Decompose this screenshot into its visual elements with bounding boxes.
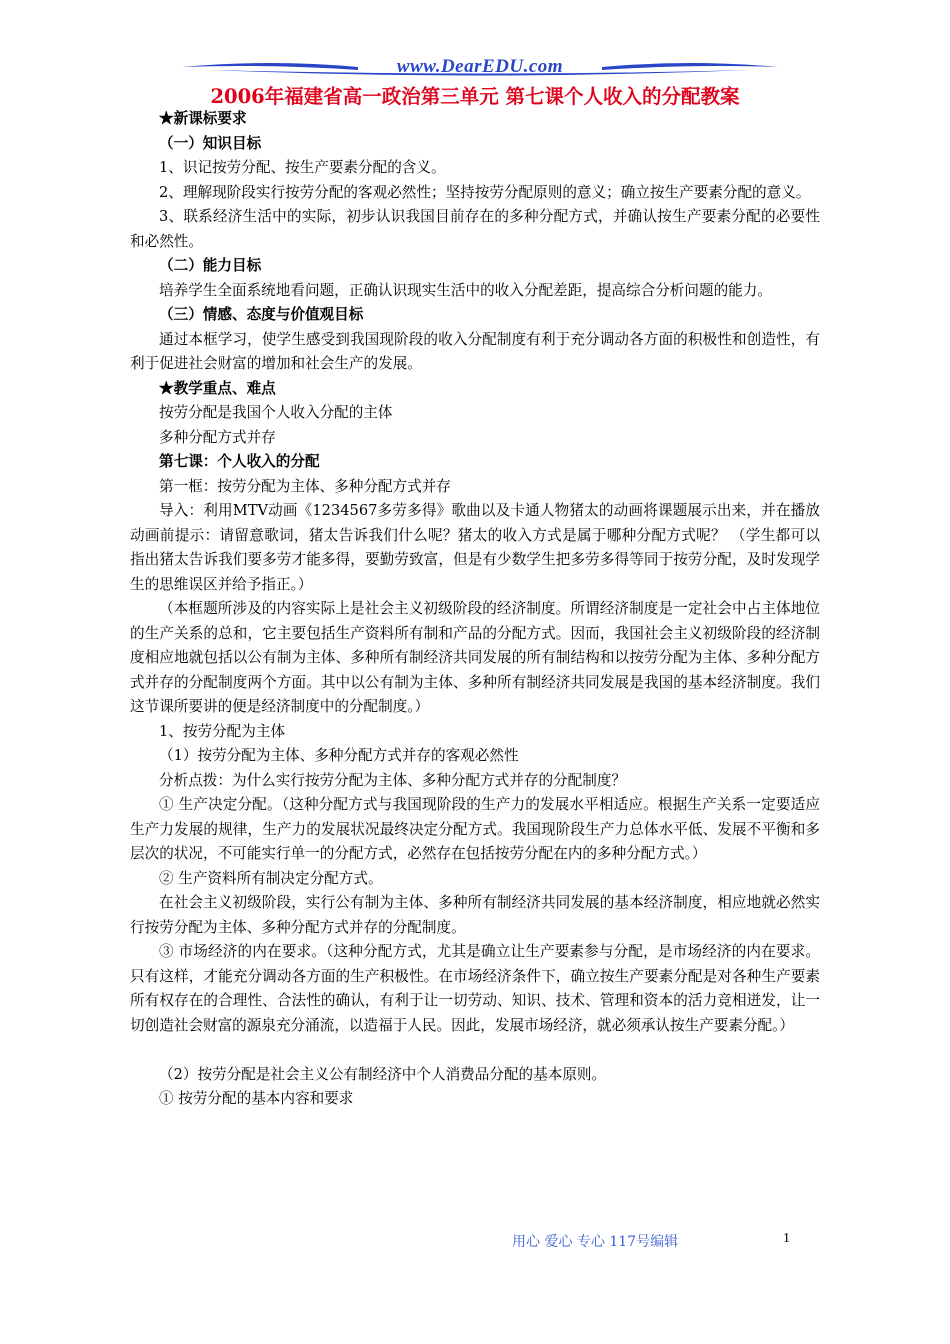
section-heading: ★教学重点、难点 [159, 379, 276, 397]
blank-line [130, 1038, 820, 1063]
paragraph: ① 生产决定分配。（这种分配方式与我国现阶段的生产力的发展水平相适应。根据生产关系一定要适应生产力发展的规律，生产力的发展状况最终决定分配方式。我国现阶段生产力总体水平低、发展不平衡和多层次的状况，不可能实行单一的分配方式，必然存在包括按劳分配在内的多种分配方式。） [130, 796, 820, 862]
paragraph: 多种分配方式并存 [159, 428, 276, 446]
paragraph: 按劳分配是我国个人收入分配的主体 [159, 404, 393, 421]
paragraph: 1、按劳分配为主体 [159, 722, 286, 740]
paragraph: （本框题所涉及的内容实际上是社会主义初级阶段的经济制度。所谓经济制度是一定社会中占主体地位的生产关系的总和，它主要包括生产资料所有制和产品的分配方式。因而，我国社会主义初级阶段的经济制度相应地就包括以公有制为主体、多种所有制经济共同发展的所有制结构和以按劳分配为主体、多种分配方式并存的分配制度两个方面。其中以公有制为主体、多种所有制经济共同发展是我国的基本经济制度。我们这节课所要讲的便是经济制度中的分配制度。） [130, 600, 820, 715]
section-heading: ★新课标要求 [159, 110, 247, 127]
paragraph: 培养学生全面系统地看问题，正确认识现实生活中的收入分配差距，提高综合分析问题的能力。 [159, 281, 772, 299]
paragraph: 通过本框学习，使学生感受到我国现阶段的收入分配制度有利于充分调动各方面的积极性和创造性，有利于促进社会财富的增加和社会生产的发展。 [130, 330, 820, 372]
paragraph: ② 生产资料所有制决定分配方式。 [159, 869, 383, 887]
section-heading: 第七课：个人收入的分配 [159, 453, 320, 470]
site-banner [180, 55, 780, 85]
paragraph: 导入：利用MTV动画《1234567多劳多得》歌曲以及卡通人物猪太的动画将课题展示出来，并在播放动画前提示：请留意歌词，猪太告诉我们什么呢？猪太的收入方式是属于哪种分配方式呢？ （学生都可以指出猪太告诉我们要多劳才能多得，要勤劳致富，但是有少数学生把多劳多得等同于按劳分配，及时发现学生的思维误区并给予指正。） [130, 502, 820, 593]
paragraph: 第一框：按劳分配为主体、多种分配方式并存 [159, 477, 451, 495]
document-body [130, 107, 820, 1112]
paragraph: （1）按劳分配为主体、多种分配方式并存的客观必然性 [159, 747, 519, 764]
paragraph: （2）按劳分配是社会主义公有制经济中个人消费品分配的基本原则。 [159, 1065, 607, 1083]
footer-signature: 用心 爱心 专心 117号编辑 [512, 1234, 679, 1250]
paragraph: 分析点拨：为什么实行按劳分配为主体、多种分配方式并存的分配制度？ [159, 771, 627, 789]
subsection-heading: （一）知识目标 [159, 134, 262, 152]
paragraph: 1、识记按劳分配、按生产要素分配的含义。 [159, 159, 446, 176]
document-title: 2006年福建省高一政治第三单元 第七课个人收入的分配教案 [210, 85, 740, 108]
subsection-heading: （二）能力目标 [159, 257, 262, 274]
paragraph: 在社会主义初级阶段，实行公有制为主体、多种所有制经济共同发展的基本经济制度，相应地就必然实行按劳分配为主体、多种分配方式并存的分配制度。 [130, 894, 820, 936]
paragraph: ③ 市场经济的内在要求。（这种分配方式，尤其是确立让生产要素参与分配，是市场经济的内在要求。只有这样，才能充分调动各方面的生产积极性。在市场经济条件下，确立按生产要素分配是对各种生产要素所有权存在的合理性、合法性的确认，有利于让一切劳动、知识、技术、管理和资本的活力竞相迸发，让一切创造社会财富的源泉充分涌流，以造福于人民。因此，发展市场经济，就必须承认按生产要素分配。） [130, 943, 820, 1034]
subsection-heading: （三）情感、态度与价值观目标 [159, 306, 364, 323]
page-number: 1 [783, 1231, 790, 1246]
paragraph: ① 按劳分配的基本内容和要求 [159, 1090, 354, 1107]
paragraph: 3、联系经济生活中的实际，初步认识我国目前存在的多种分配方式，并确认按生产要素分配的必要性和必然性。 [130, 208, 820, 250]
paragraph: 2、理解现阶段实行按劳分配的客观必然性；坚持按劳分配原则的意义；确立按生产要素分配的意义。 [159, 183, 811, 201]
site-url: www.DearEDU.com [396, 56, 564, 77]
